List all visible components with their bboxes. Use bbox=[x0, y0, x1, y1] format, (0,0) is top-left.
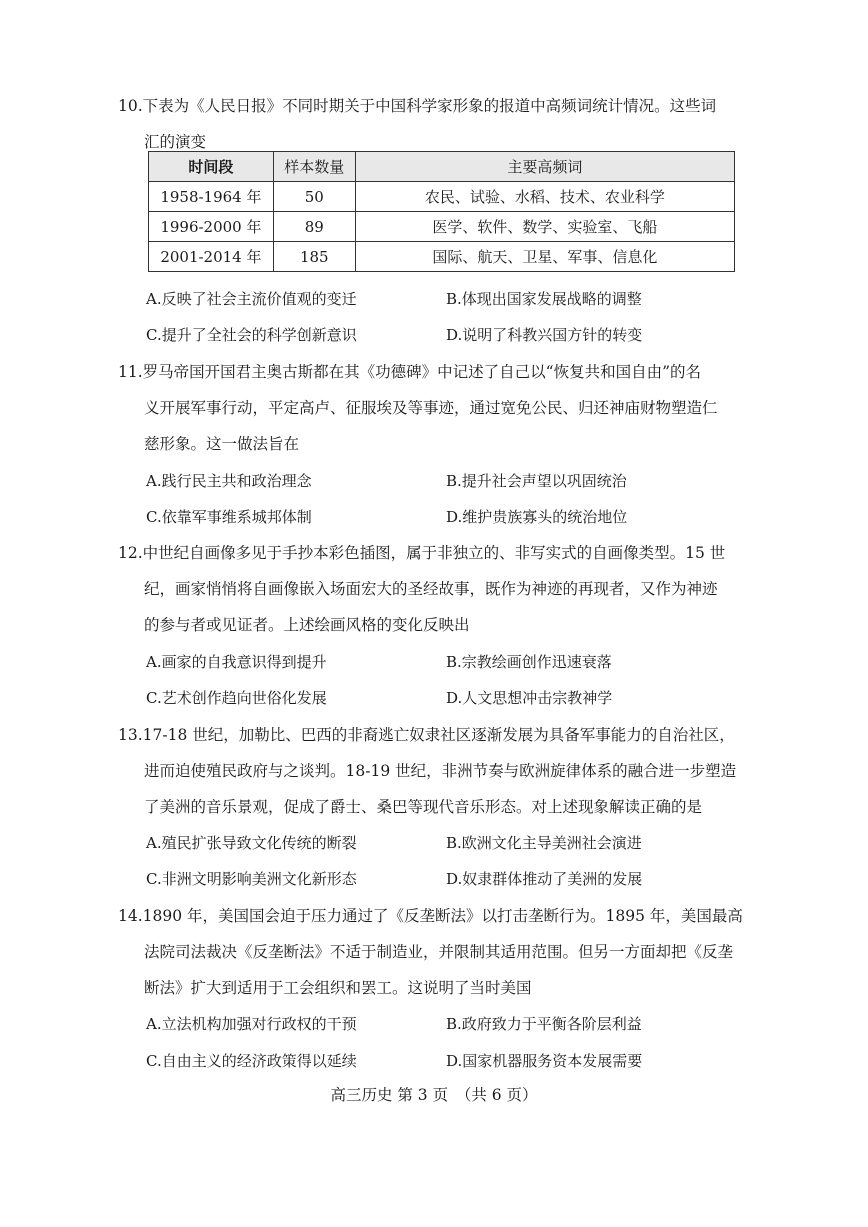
table-cell-keywords: 医学、软件、数学、实验室、飞船 bbox=[355, 212, 734, 242]
q14-option-c[interactable]: C.自由主义的经济政策得以延续 bbox=[146, 1052, 357, 1070]
q14-option-b[interactable]: B.政府致力于平衡各阶层利益 bbox=[446, 1015, 642, 1033]
q13-stem-line1: 13.17-18 世纪，加勒比、巴西的非裔逃亡奴隶社区逐渐发展为具备军事能力的自治社区， bbox=[118, 726, 735, 744]
q10-option-d[interactable]: D.说明了科教兴国方针的转变 bbox=[446, 326, 643, 344]
q11-option-d[interactable]: D.维护贵族寡头的统治地位 bbox=[446, 508, 628, 526]
q11-stem-line3: 慈形象。这一做法旨在 bbox=[144, 435, 300, 453]
q10-stem-line2: 汇的演变 bbox=[144, 133, 207, 151]
table-cell-keywords: 国际、航天、卫星、军事、信息化 bbox=[355, 242, 734, 272]
table-row bbox=[149, 182, 735, 212]
q10-frequency-table bbox=[148, 151, 735, 272]
table-cell-period: 2001-2014 年 bbox=[149, 242, 274, 272]
q11-option-b[interactable]: B.提升社会声望以巩固统治 bbox=[446, 472, 627, 490]
q12-stem-line1: 12.中世纪自画像多见于手抄本彩色插图，属于非独立的、非写实式的自画像类型。15 世 bbox=[118, 544, 726, 562]
page-footer: 高三历史 第 3 页 （共 6 页） bbox=[330, 1086, 538, 1104]
q13-stem-line3: 了美洲的音乐景观，促成了爵士、桑巴等现代音乐形态。对上述现象解读正确的是 bbox=[144, 798, 703, 816]
q12-stem-line3: 的参与者或见证者。上述绘画风格的变化反映出 bbox=[144, 616, 470, 634]
q14-option-a[interactable]: A.立法机构加强对行政权的干预 bbox=[146, 1015, 357, 1033]
table-cell-keywords: 农民、试验、水稻、技术、农业科学 bbox=[355, 182, 734, 212]
q11-option-c[interactable]: C.依靠军事维系城邦体制 bbox=[146, 508, 312, 526]
q14-stem-line2: 法院司法裁决《反垄断法》不适于制造业，并限制其适用范围。但另一方面却把《反垄 bbox=[144, 943, 734, 961]
q11-option-a[interactable]: A.践行民主共和政治理念 bbox=[146, 472, 312, 490]
q13-option-c[interactable]: C.非洲文明影响美洲文化新形态 bbox=[146, 870, 357, 888]
table-header-keywords: 主要高频词 bbox=[355, 152, 734, 182]
q13-option-d[interactable]: D.奴隶群体推动了美洲的发展 bbox=[446, 870, 643, 888]
table-cell-period: 1958-1964 年 bbox=[149, 182, 274, 212]
q14-option-d[interactable]: D.国家机器服务资本发展需要 bbox=[446, 1052, 643, 1070]
q12-option-b[interactable]: B.宗教绘画创作迅速衰落 bbox=[446, 653, 612, 671]
q10-stem-line1: 10.下表为《人民日报》不同时期关于中国科学家形象的报道中高频词统计情况。这些词 bbox=[118, 97, 717, 115]
q14-stem-line3: 断法》扩大到适用于工会组织和罢工。这说明了当时美国 bbox=[144, 979, 532, 997]
table-cell-count: 185 bbox=[273, 242, 355, 272]
q10-option-a[interactable]: A.反映了社会主流价值观的变迁 bbox=[146, 290, 357, 308]
table-header-row bbox=[149, 152, 735, 182]
table-cell-period: 1996-2000 年 bbox=[149, 212, 274, 242]
q13-option-b[interactable]: B.欧洲文化主导美洲社会演进 bbox=[446, 834, 642, 852]
table-header-sample-count: 样本数量 bbox=[273, 152, 355, 182]
q12-stem-line2: 纪，画家悄悄将自画像嵌入场面宏大的圣经故事，既作为神迹的再现者，又作为神迹 bbox=[144, 580, 718, 598]
q10-option-b[interactable]: B.体现出国家发展战略的调整 bbox=[446, 290, 642, 308]
q11-stem-line1: 11.罗马帝国开国君主奥古斯都在其《功德碑》中记述了自己以“恢复共和国自由”的名 bbox=[118, 363, 702, 381]
table-header-period: 时间段 bbox=[149, 152, 274, 182]
q11-stem-line2: 义开展军事行动，平定高卢、征服埃及等事迹，通过宽免公民、归还神庙财物塑造仁 bbox=[144, 399, 718, 417]
q13-stem-line2: 进而迫使殖民政府与之谈判。18-19 世纪，非洲节奏与欧洲旋律体系的融合进一步塑造 bbox=[144, 762, 737, 780]
table-cell-count: 89 bbox=[273, 212, 355, 242]
q12-option-d[interactable]: D.人文思想冲击宗教神学 bbox=[446, 689, 613, 707]
q13-option-a[interactable]: A.殖民扩张导致文化传统的断裂 bbox=[146, 834, 357, 852]
table-row bbox=[149, 212, 735, 242]
q12-option-a[interactable]: A.画家的自我意识得到提升 bbox=[146, 653, 327, 671]
q14-stem-line1: 14.1890 年，美国国会迫于压力通过了《反垄断法》以打击垄断行为。1895 年，美国最高 bbox=[118, 907, 743, 925]
q10-option-c[interactable]: C.提升了全社会的科学创新意识 bbox=[146, 326, 357, 344]
table-row bbox=[149, 242, 735, 272]
table-cell-count: 50 bbox=[273, 182, 355, 212]
q12-option-c[interactable]: C.艺术创作趋向世俗化发展 bbox=[146, 689, 327, 707]
